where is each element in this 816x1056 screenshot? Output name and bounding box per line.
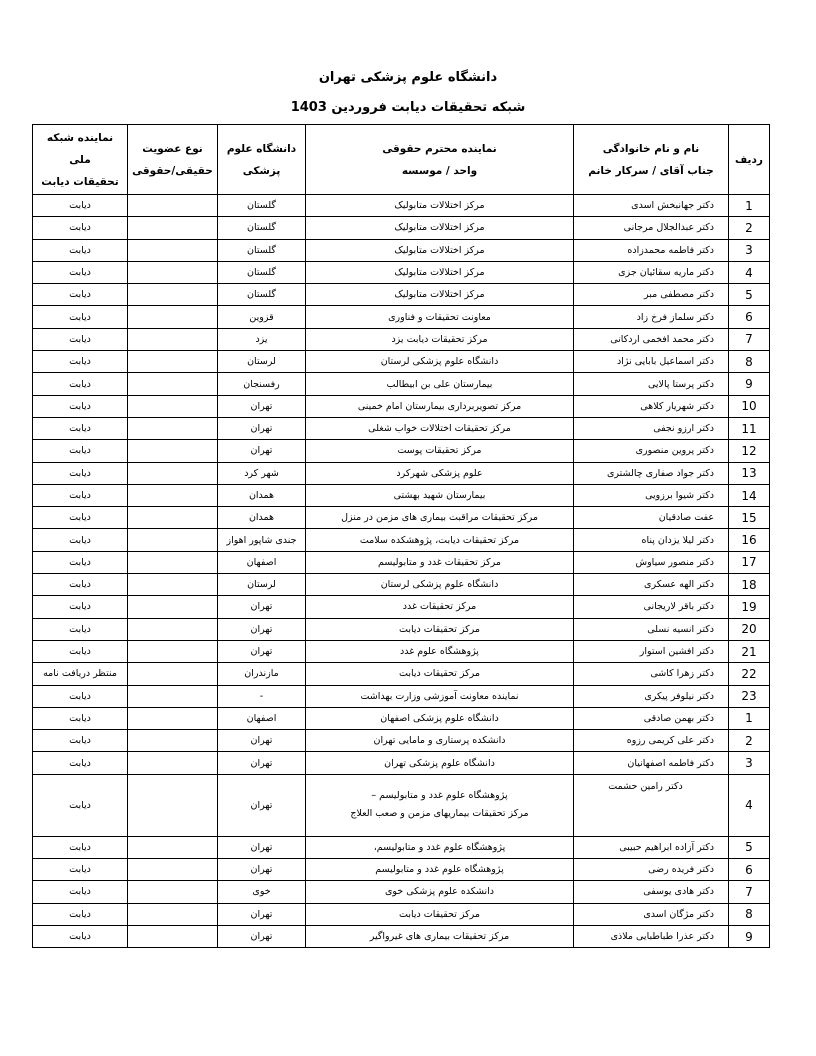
network-representative: دیابت — [33, 881, 128, 903]
member-name: دکتر محمد افخمی اردکانی — [574, 328, 729, 350]
table-row — [33, 529, 770, 551]
member-organization: پژوهشگاه علوم غدد و متابولیسم — [306, 859, 574, 881]
member-organization: دانشگاه علوم پزشکی لرستان — [306, 574, 574, 596]
member-name: دکتر شهریار کلاهی — [574, 395, 729, 417]
row-index: 20 — [729, 618, 770, 640]
member-organization: پژوهشگاه علوم غدد و متابولیسم، — [306, 836, 574, 858]
member-name: دکتر فریده رضی — [574, 859, 729, 881]
member-organization: مرکز تحقیقات مراقبت بیماری های مزمن در منزل — [306, 507, 574, 529]
membership-type — [128, 261, 218, 283]
network-representative: دیابت — [33, 417, 128, 439]
header-univ: دانشگاه علوم پزشکی — [218, 125, 306, 195]
member-university: اصفهان — [218, 707, 306, 729]
table-row — [33, 195, 770, 217]
membership-type — [128, 462, 218, 484]
member-name: دکتر الهه عسکری — [574, 574, 729, 596]
member-name: دکتر مصطفی مبر — [574, 284, 729, 306]
network-representative: دیابت — [33, 925, 128, 947]
membership-type — [128, 596, 218, 618]
row-index: 11 — [729, 417, 770, 439]
network-representative: دیابت — [33, 752, 128, 774]
table-row — [33, 925, 770, 947]
member-university: قزوین — [218, 306, 306, 328]
row-index: 14 — [729, 484, 770, 506]
member-university: گلستان — [218, 284, 306, 306]
row-index: 19 — [729, 596, 770, 618]
document-title: دانشگاه علوم پزشکی تهران — [318, 70, 498, 85]
row-index: 15 — [729, 507, 770, 529]
member-university: خوی — [218, 881, 306, 903]
member-organization: مرکز تحقیقات دیابت — [306, 663, 574, 685]
membership-type — [128, 574, 218, 596]
table-row — [33, 484, 770, 506]
table-row — [33, 261, 770, 283]
member-organization: مرکز تحقیقات دیابت، پژوهشکده سلامت — [306, 529, 574, 551]
member-organization: بیمارستان شهید بهشتی — [306, 484, 574, 506]
member-name: دکتر پرستا پالایی — [574, 373, 729, 395]
table-row — [33, 351, 770, 373]
member-organization: مرکز اختلالات متابولیک — [306, 217, 574, 239]
table-row — [33, 328, 770, 350]
header-idx: ردیف — [729, 125, 770, 195]
membership-type — [128, 529, 218, 551]
row-index: 21 — [729, 640, 770, 662]
table-row — [33, 640, 770, 662]
table-row — [33, 707, 770, 729]
member-name: دکتر علی کریمی رزوه — [574, 730, 729, 752]
member-university: تهران — [218, 903, 306, 925]
member-university: تهران — [218, 925, 306, 947]
table-row — [33, 881, 770, 903]
member-name: دکتر منصور سیاوش — [574, 551, 729, 573]
membership-type — [128, 195, 218, 217]
member-organization: نماینده معاونت آموزشی وزارت بهداشت — [306, 685, 574, 707]
network-representative: دیابت — [33, 707, 128, 729]
table-row — [33, 903, 770, 925]
row-index: 6 — [729, 859, 770, 881]
members-table — [32, 124, 770, 948]
table-row — [33, 859, 770, 881]
network-representative: دیابت — [33, 685, 128, 707]
member-organization: مرکز تحقیقات غدد — [306, 596, 574, 618]
member-name: عفت صادقیان — [574, 507, 729, 529]
network-representative: دیابت — [33, 484, 128, 506]
member-name: دکتر ارزو نجفی — [574, 417, 729, 439]
member-name: دکتر مژگان اسدی — [574, 903, 729, 925]
member-university: لرستان — [218, 351, 306, 373]
table-row — [33, 440, 770, 462]
table-header-row — [33, 125, 770, 195]
member-organization: دانشگاه علوم پزشکی اصفهان — [306, 707, 574, 729]
member-organization: مرکز تصویربرداری بیمارستان امام خمینی — [306, 395, 574, 417]
row-index: 18 — [729, 574, 770, 596]
member-organization: مرکز اختلالات متابولیک — [306, 195, 574, 217]
table-row — [33, 507, 770, 529]
table-row — [33, 373, 770, 395]
membership-type — [128, 306, 218, 328]
table-row — [33, 618, 770, 640]
table-row — [33, 306, 770, 328]
membership-type — [128, 351, 218, 373]
member-university: گلستان — [218, 239, 306, 261]
table-row — [33, 685, 770, 707]
member-university: تهران — [218, 752, 306, 774]
member-organization: مرکز تحقیقات غدد و متابولیسم — [306, 551, 574, 573]
member-organization: مرکز تحقیقات بیماری های غیرواگیر — [306, 925, 574, 947]
network-representative: دیابت — [33, 574, 128, 596]
member-university: گلستان — [218, 217, 306, 239]
network-representative: دیابت — [33, 284, 128, 306]
network-representative: دیابت — [33, 440, 128, 462]
member-name: دکتر باقر لاریجانی — [574, 596, 729, 618]
member-university: تهران — [218, 859, 306, 881]
row-index: 1 — [729, 195, 770, 217]
member-university: تهران — [218, 774, 306, 836]
network-representative: دیابت — [33, 836, 128, 858]
member-university: تهران — [218, 730, 306, 752]
member-name: دکتر هادی یوسفی — [574, 881, 729, 903]
member-name: دکتر فاطمه اصفهانیان — [574, 752, 729, 774]
network-representative: دیابت — [33, 395, 128, 417]
member-university: تهران — [218, 440, 306, 462]
table-row — [33, 217, 770, 239]
network-representative: دیابت — [33, 507, 128, 529]
row-index: 1 — [729, 707, 770, 729]
membership-type — [128, 217, 218, 239]
network-representative: دیابت — [33, 618, 128, 640]
member-name: دکتر لیلا یزدان پناه — [574, 529, 729, 551]
row-index: 6 — [729, 306, 770, 328]
member-name: دکتر رامین حشمت — [574, 774, 729, 836]
network-representative: دیابت — [33, 551, 128, 573]
table-row — [33, 752, 770, 774]
network-representative: دیابت — [33, 306, 128, 328]
network-representative: منتظر دریافت نامه — [33, 663, 128, 685]
network-representative: دیابت — [33, 239, 128, 261]
member-university: تهران — [218, 618, 306, 640]
membership-type — [128, 417, 218, 439]
member-university: تهران — [218, 836, 306, 858]
membership-type — [128, 551, 218, 573]
table-row — [33, 395, 770, 417]
row-index: 5 — [729, 284, 770, 306]
membership-type — [128, 859, 218, 881]
member-organization: مرکز تحقیقات اختلالات خواب شغلی — [306, 417, 574, 439]
membership-type — [128, 328, 218, 350]
network-representative: دیابت — [33, 859, 128, 881]
table-row — [33, 730, 770, 752]
table-row — [33, 551, 770, 573]
header-name: نام و نام خانوادگی جناب آقای / سرکار خانم — [574, 125, 729, 195]
membership-type — [128, 663, 218, 685]
table-row — [33, 417, 770, 439]
member-name: دکتر فاطمه محمدزاده — [574, 239, 729, 261]
member-university: لرستان — [218, 574, 306, 596]
member-name: دکتر اسماعیل بابایی نژاد — [574, 351, 729, 373]
row-index: 7 — [729, 881, 770, 903]
member-organization — [306, 774, 574, 836]
member-name: دکتر شیوا برزویی — [574, 484, 729, 506]
member-organization: بیمارستان علی بن ابیطالب — [306, 373, 574, 395]
table-row — [33, 574, 770, 596]
network-representative: دیابت — [33, 903, 128, 925]
row-index: 2 — [729, 730, 770, 752]
network-representative: دیابت — [33, 462, 128, 484]
membership-type — [128, 685, 218, 707]
member-organization: مرکز اختلالات متابولیک — [306, 261, 574, 283]
member-organization: علوم پزشکی شهرکرد — [306, 462, 574, 484]
row-index: 8 — [729, 351, 770, 373]
member-name: دکتر عبدالجلال مرجانی — [574, 217, 729, 239]
member-university: رفسنجان — [218, 373, 306, 395]
table-body — [33, 195, 770, 948]
row-index: 9 — [729, 373, 770, 395]
member-organization-line: مرکز تحقیقات بیماریهای مزمن و صعب العلاج — [350, 808, 529, 820]
member-organization: دانشگاه علوم پزشکی تهران — [306, 752, 574, 774]
membership-type — [128, 730, 218, 752]
network-representative: دیابت — [33, 730, 128, 752]
member-organization: دانشکده پرستاری و مامایی تهران — [306, 730, 574, 752]
member-university: اصفهان — [218, 551, 306, 573]
row-index: 12 — [729, 440, 770, 462]
network-representative: دیابت — [33, 328, 128, 350]
network-representative: دیابت — [33, 596, 128, 618]
member-name: دکتر جواد صفاری چالشتری — [574, 462, 729, 484]
row-index: 3 — [729, 752, 770, 774]
member-organization: پژوهشگاه علوم غدد — [306, 640, 574, 662]
header-org: نماینده محترم حقوقی واحد / موسسه — [306, 125, 574, 195]
network-representative: دیابت — [33, 217, 128, 239]
row-index: 5 — [729, 836, 770, 858]
member-university: شهر کرد — [218, 462, 306, 484]
member-university: جندی شاپور اهواز — [218, 529, 306, 551]
member-organization: دانشگاه علوم پزشکی لرستان — [306, 351, 574, 373]
member-organization: مرکز اختلالات متابولیک — [306, 284, 574, 306]
row-index: 4 — [729, 261, 770, 283]
table-row — [33, 774, 770, 836]
member-name: دکتر آزاده ابراهیم حبیبی — [574, 836, 729, 858]
header-type: نوع عضویت حقیقی/حقوقی — [128, 125, 218, 195]
row-index: 10 — [729, 395, 770, 417]
member-name: دکتر انسیه نسلی — [574, 618, 729, 640]
member-organization: مرکز تحقیقات دیابت — [306, 618, 574, 640]
membership-type — [128, 284, 218, 306]
member-university: همدان — [218, 507, 306, 529]
membership-type — [128, 395, 218, 417]
row-index: 16 — [729, 529, 770, 551]
row-index: 7 — [729, 328, 770, 350]
row-index: 8 — [729, 903, 770, 925]
network-representative: دیابت — [33, 529, 128, 551]
network-representative: دیابت — [33, 373, 128, 395]
membership-type — [128, 507, 218, 529]
member-organization: مرکز تحقیقات دیابت یزد — [306, 328, 574, 350]
table-row — [33, 239, 770, 261]
network-representative: دیابت — [33, 195, 128, 217]
membership-type — [128, 484, 218, 506]
row-index: 17 — [729, 551, 770, 573]
membership-type — [128, 774, 218, 836]
membership-type — [128, 440, 218, 462]
document-subtitle: شبکه تحقیقات دیابت فروردین 1403 — [290, 100, 526, 115]
membership-type — [128, 373, 218, 395]
member-name: دکتر بهمن صادقی — [574, 707, 729, 729]
membership-type — [128, 903, 218, 925]
member-name: دکتر پروین منصوری — [574, 440, 729, 462]
membership-type — [128, 752, 218, 774]
member-university: تهران — [218, 395, 306, 417]
member-name: دکتر زهرا کاشی — [574, 663, 729, 685]
member-name: دکتر ماریه سقائیان جزی — [574, 261, 729, 283]
member-university: تهران — [218, 417, 306, 439]
table-row — [33, 462, 770, 484]
member-organization: مرکز تحقیقات پوست — [306, 440, 574, 462]
member-organization: مرکز اختلالات متابولیک — [306, 239, 574, 261]
header-rep: نماینده شبکه ملی تحقیقات دیابت — [33, 125, 128, 195]
row-index: 4 — [729, 774, 770, 836]
member-name: دکتر جهانبخش اسدی — [574, 195, 729, 217]
row-index: 23 — [729, 685, 770, 707]
network-representative: دیابت — [33, 640, 128, 662]
member-name: دکتر عذرا طباطبایی ملاذی — [574, 925, 729, 947]
member-name: دکتر سلماز فرخ زاد — [574, 306, 729, 328]
row-index: 9 — [729, 925, 770, 947]
membership-type — [128, 640, 218, 662]
member-organization: دانشکده علوم پزشکی خوی — [306, 881, 574, 903]
member-university: گلستان — [218, 195, 306, 217]
member-university: همدان — [218, 484, 306, 506]
network-representative: دیابت — [33, 774, 128, 836]
table-row — [33, 284, 770, 306]
member-university: مازندران — [218, 663, 306, 685]
member-university: گلستان — [218, 261, 306, 283]
membership-type — [128, 618, 218, 640]
network-representative: دیابت — [33, 261, 128, 283]
member-name: دکتر نیلوفر پیکری — [574, 685, 729, 707]
row-index: 13 — [729, 462, 770, 484]
membership-type — [128, 836, 218, 858]
row-index: 22 — [729, 663, 770, 685]
member-organization: مرکز تحقیقات دیابت — [306, 903, 574, 925]
member-organization: معاونت تحقیقات و فناوری — [306, 306, 574, 328]
member-organization-line: پژوهشگاه علوم غدد و متابولیسم – — [371, 790, 508, 802]
table-row — [33, 836, 770, 858]
member-name: دکتر افشین استوار — [574, 640, 729, 662]
table-row — [33, 596, 770, 618]
membership-type — [128, 707, 218, 729]
membership-type — [128, 925, 218, 947]
membership-type — [128, 239, 218, 261]
row-index: 2 — [729, 217, 770, 239]
network-representative: دیابت — [33, 351, 128, 373]
member-university: یزد — [218, 328, 306, 350]
membership-type — [128, 881, 218, 903]
member-university: تهران — [218, 640, 306, 662]
member-university: تهران — [218, 596, 306, 618]
member-university: - — [218, 685, 306, 707]
table-row — [33, 663, 770, 685]
row-index: 3 — [729, 239, 770, 261]
